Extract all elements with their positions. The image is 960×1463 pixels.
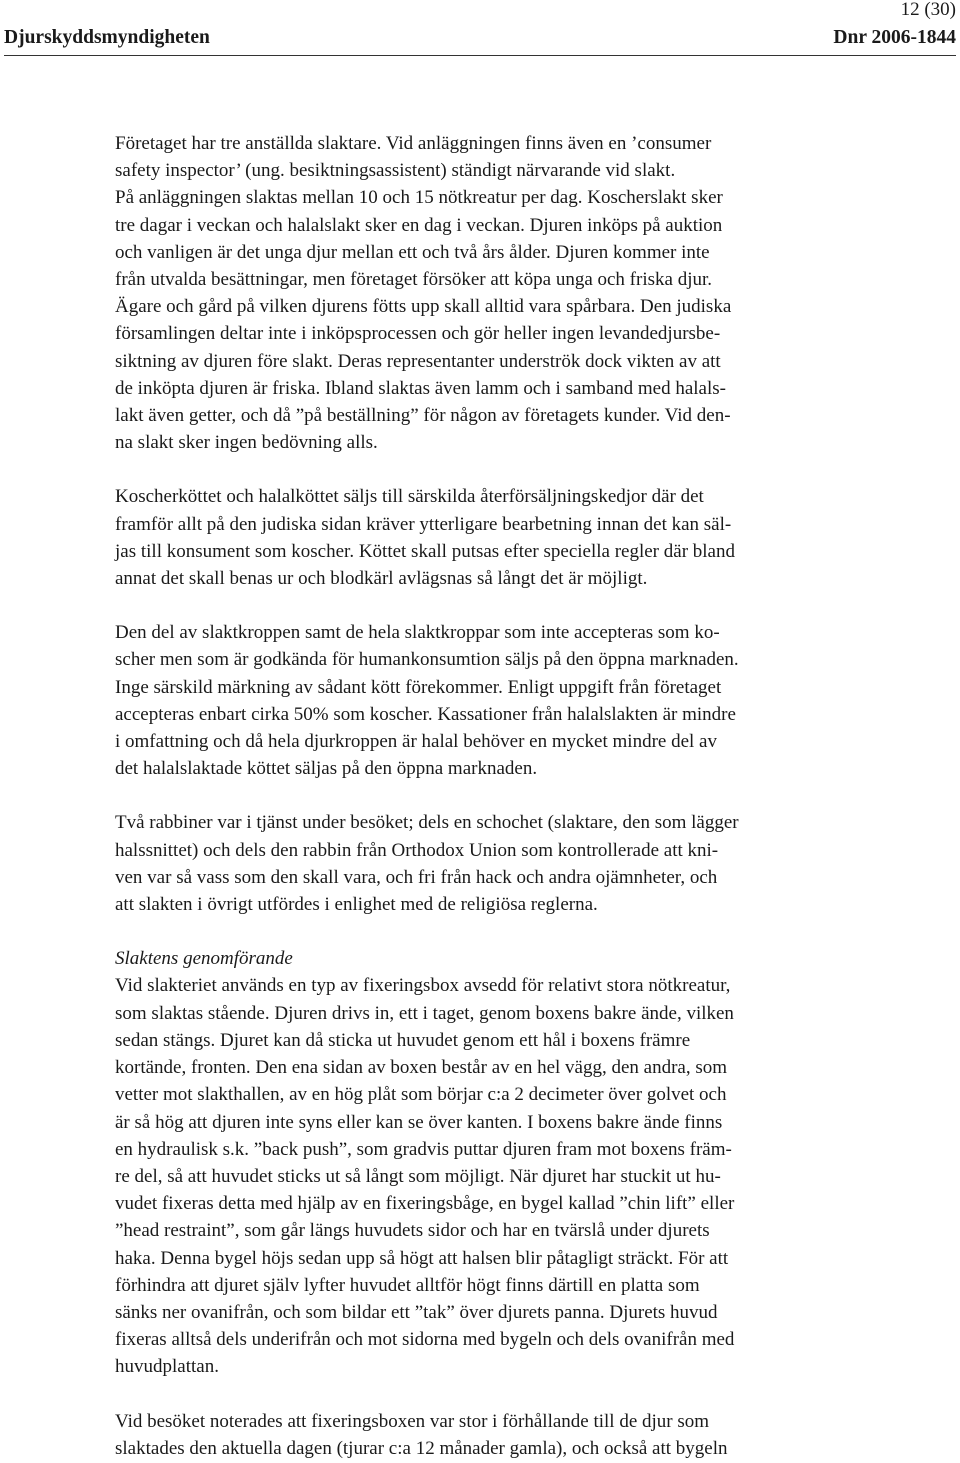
document-reference: Dnr 2006-1844	[833, 27, 956, 48]
paragraph-rabbis: Två rabbiner var i tjänst under besöket; dels en schochet (slaktare, den som lägger halssnittet) och dels den rabbin från Orthodox Union som kontrollerade att kni- ven var så vass som den skall vara, och fri från hack och andra ojämnheter, och att slakten i övrigt utfördes i enlighet med de religiösa reglerna.	[115, 812, 739, 916]
section-heading: Slaktens genomförande	[115, 948, 293, 970]
paragraph-open-market: Den del av slaktkroppen samt de hela slaktkroppar som inte accepteras som ko- scher men som är godkända för humankonsumtion säljs på den öppna marknaden. Inge särskild märkning av sådant kött förekommer. Enligt uppgift från företaget accepteras enbart cirka 50% som koscher. Kassationer från halalslakten är mindre i omfattning och då hela djurkroppen är halal behöver en mycket mindre del av det halalslaktade köttet säljas på den öppna marknaden.	[115, 622, 739, 780]
page-number: 12 (30)	[900, 0, 956, 20]
paragraph-visit-notes: Vid besöket noterades att fixeringsboxen var stor i förhållande till de djur som slaktades den aktuella dagen (tjurar c:a 12 månader gamla), och också att bygeln	[115, 1410, 728, 1459]
paragraph-staff-and-intake: Företaget har tre anställda slaktare. Vid anläggningen finns även en ’consumer safety inspector’ (ung. besiktningsassistent) ständigt närvarande vid slakt. På anläggningen slaktas mellan 10 och 15 nötkreatur per dag. Koscherslakt sker tre dagar i veckan och halalslakt sker en dag i veckan. Djuren inköps på auktion och vanligen är det unga djur mellan ett och två års ålder. Djuren kommer inte från utvalda besättningar, men företaget försöker att köpa unga och friska djur. Ägare och gård på vilken djurens fötts upp skall alltid vara spårbara. Den judiska församlingen deltar inte i inköpsprocessen och gör heller ingen levandedjursbe- siktning av djuren före slakt. Deras representanter underströk dock vikten av att de inköpta djuren är friska. Ibland slaktas även lamm och i samband med halals- lakt även getter, och då ”på beställning” för någon av företagets kunder. Vid den- na slakt sker ingen bedövning alls.	[115, 133, 732, 454]
paragraph-restraining-box: Vid slakteriet används en typ av fixeringsbox avsedd för relativt stora nötkreatur, som slaktas stående. Djuren drivs in, ett i taget, genom boxens bakre ände, vilken sedan stängs. Djuret kan då sticka ut huvudet genom ett hål i boxens främre kortände, fronten. Den ena sidan av boxen består av en hel vägg, den andra, som vetter mot slakthallen, av en hög plåt som börjar c:a 2 decimeter över golvet och är så hög att djuren inte syns eller kan se över kanten. I boxens bakre ände finns en hydraulisk s.k. ”back push”, som gradvis puttar djuren fram mot boxens främ- re del, så att huvudet sticks ut så långt som möjligt. När djuret har stuckit ut hu- vudet fixeras detta med hjälp av en fixeringsbåge, en bygel kallad ”chin lift” eller ”head restraint”, som går längs huvudets sidor och har en tvärslå under djurets haka. Denna bygel höjs sedan upp så högt att halsen blir påtagligt sträckt. För att förhindra att djuret själv lyfter huvudet alltför högt finns därtill en platta som sänks ner ovanifrån, och som bildar ett ”tak” över djurets panna. Djurets huvud fixeras alltså dels underifrån och mot sidorna med bygeln och dels ovanifrån med huvudplattan.	[115, 975, 735, 1378]
agency-name: Djurskyddsmyndigheten	[4, 27, 210, 48]
document-body	[115, 130, 895, 1462]
document-header	[4, 26, 956, 50]
header-divider	[4, 55, 956, 56]
paragraph-sales: Koscherköttet och halalköttet säljs till särskilda återförsäljningskedjor där det framför allt på den judiska sidan kräver ytterligare bearbetning innan det kan säl- jas till konsument som koscher. Köttet skall putsas efter speciella regler där bland annat det skall benas ur och blodkärl avlägsnas så långt det är möjligt.	[115, 486, 735, 590]
